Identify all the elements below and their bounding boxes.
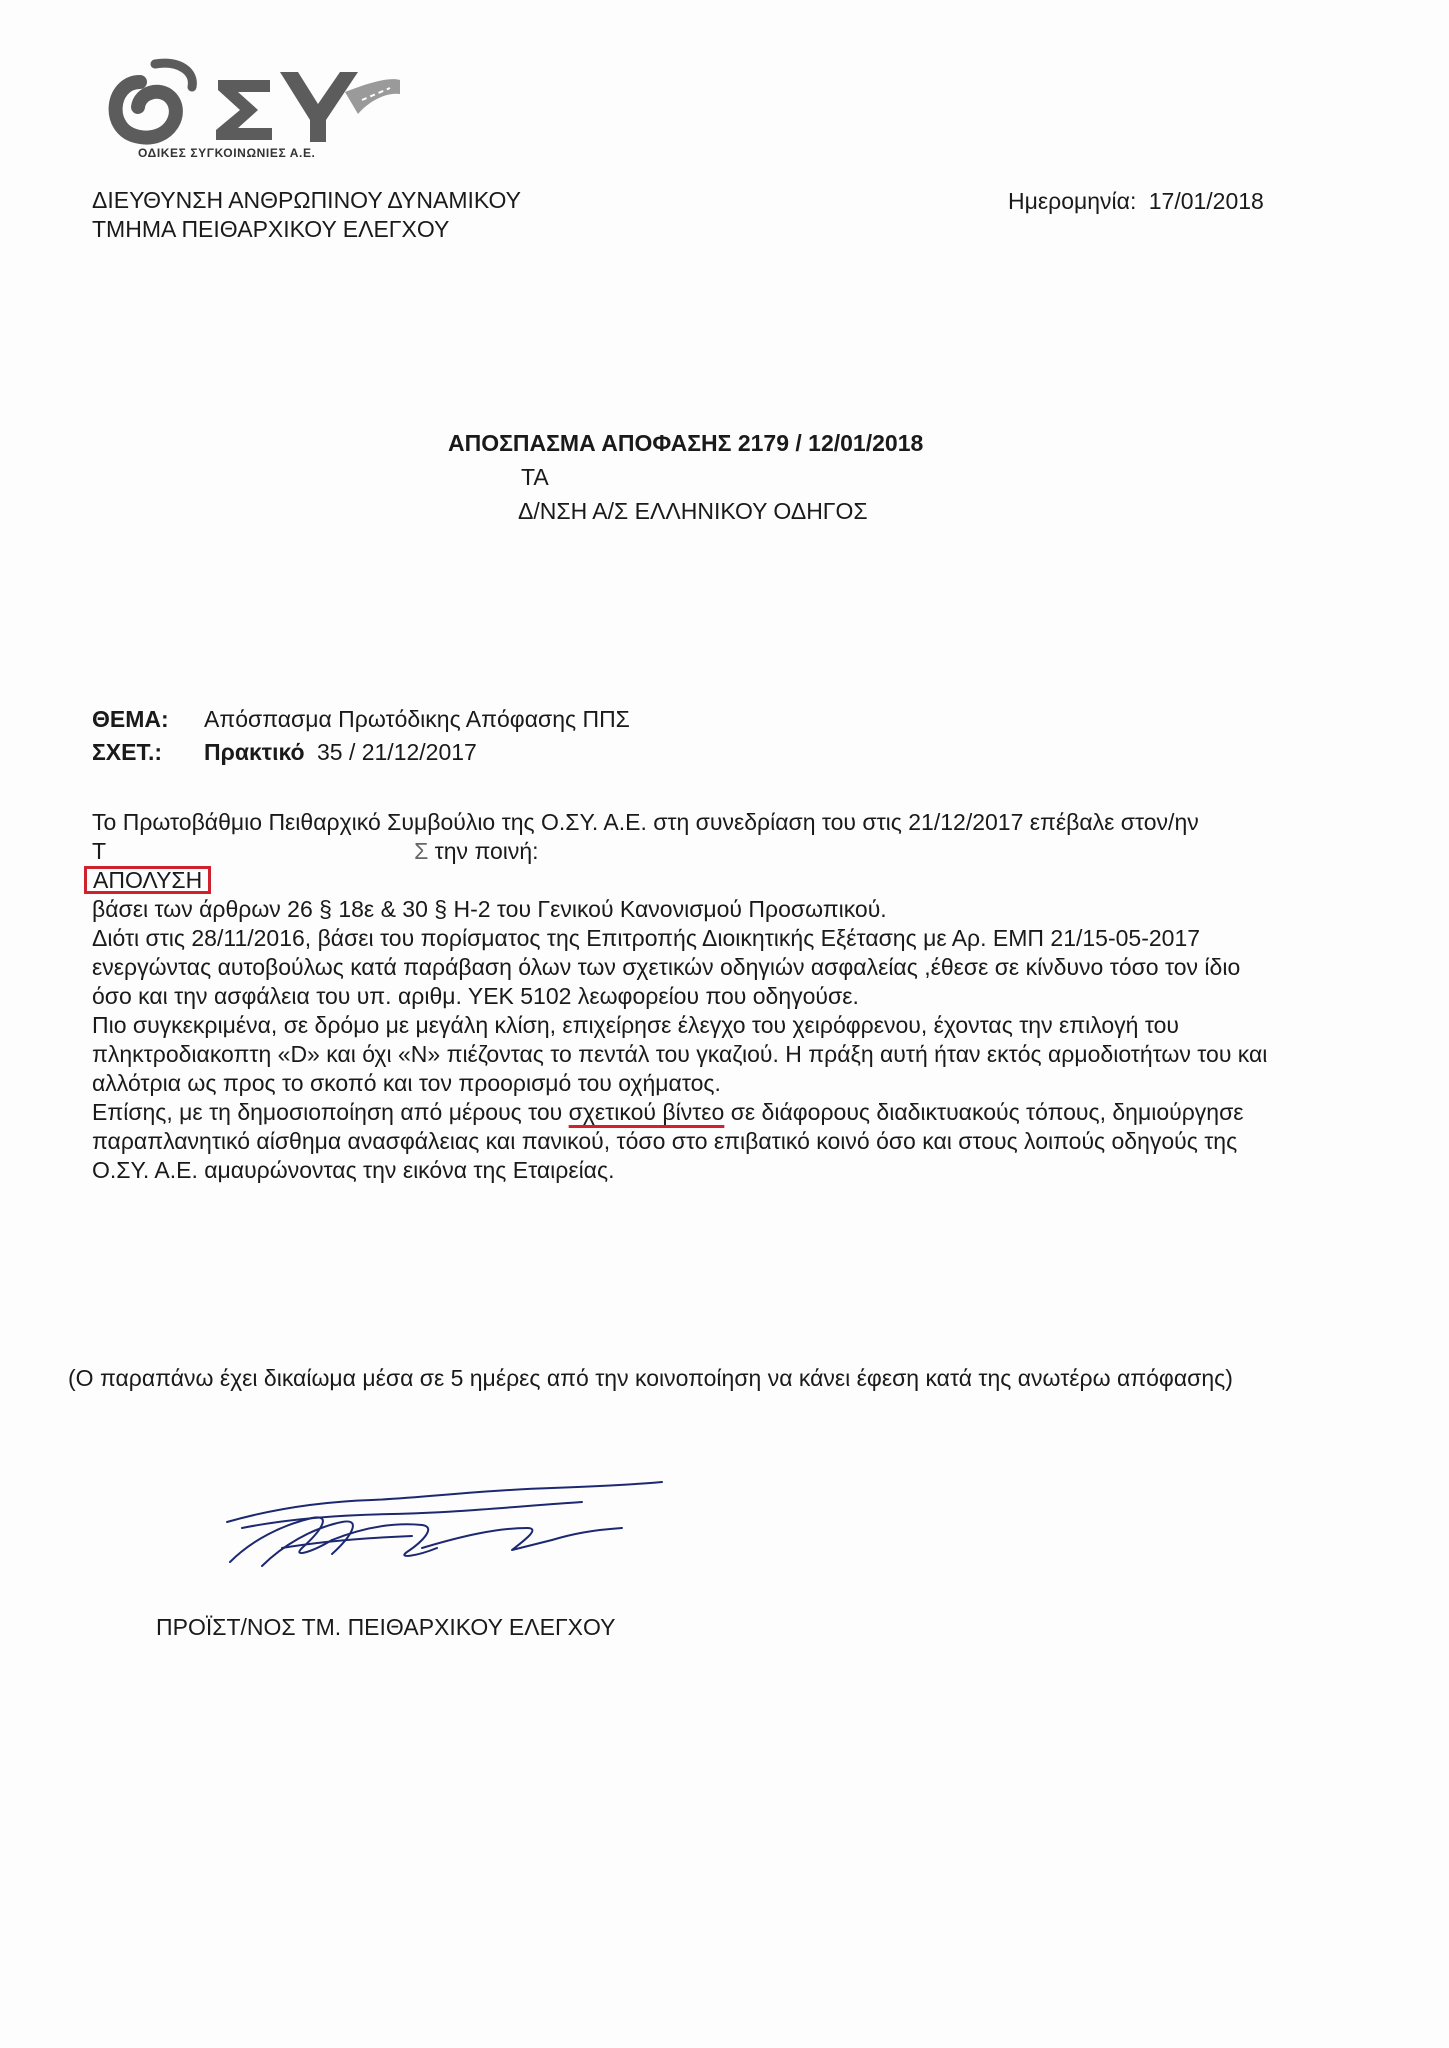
handwritten-signature: [222, 1470, 672, 1580]
osy-logo-graphic: [100, 42, 400, 162]
logo-subtitle: ΟΔΙΚΕΣ ΣΥΓΚΟΙΝΩΝΙΕΣ Α.Ε.: [138, 146, 316, 160]
redacted-name-end: Σ: [414, 838, 429, 864]
body-line-4: βάσει των άρθρων 26 § 18ε & 30 § Η-2 του Γενικού Κανονισμού Προσωπικού.: [92, 896, 887, 922]
reference-row: [92, 738, 477, 767]
penalty-intro: την ποινή:: [434, 838, 539, 864]
subject-value: Απόσπασμα Πρωτόδικης Απόφασης ΠΠΣ: [204, 706, 630, 732]
department-line-2: ΤΜΗΜΑ ΠΕΙΘΑΡΧΙΚΟΥ ΕΛΕΓΧΟΥ: [92, 216, 450, 242]
subject-row: [92, 705, 630, 734]
penalty-highlight: ΑΠΟΛΥΣΗ: [84, 866, 211, 894]
body-line-11-before: Επίσης, με τη δημοσιοποίηση από μέρους του: [92, 1099, 563, 1125]
body-line-6: ενεργώντας αυτοβούλως κατά παράβαση όλων των σχετικών οδηγιών ασφαλείας ,έθεσε σε κίνδυνο τόσο τον ίδιο: [92, 954, 1241, 980]
body-line-7: όσο και την ασφάλεια του υπ. αριθμ. ΥΕΚ 5102 λεωφορείου που οδηγούσε.: [92, 983, 859, 1009]
body-line-9: πληκτροδιακοπτη «D» και όχι «Ν» πιέζοντας το πεντάλ του γκαζιού. Η πράξη αυτή ήταν εκτός αρμοδιοτήτων του και: [92, 1041, 1268, 1067]
body-line-10: αλλότρια ως προς το σκοπό και τον προορισμό του οχήματος.: [92, 1070, 721, 1096]
body-line-11: [92, 1098, 1267, 1127]
decision-title: ΑΠΟΣΠΑΣΜΑ ΑΠΟΦΑΣΗΣ 2179 / 12/01/2018: [448, 430, 924, 456]
date-value: 17/01/2018: [1148, 188, 1264, 214]
body-line-2: [92, 837, 1267, 866]
reference-label: ΣΧΕΤ.:: [92, 739, 163, 765]
recipient: Δ/ΝΣΗ Α/Σ ΕΛΛΗΝΙΚΟΥ ΟΔΗΓΟΣ: [518, 498, 868, 524]
video-underline-highlight: σχετικού βίντεο: [568, 1099, 725, 1125]
body-line-1: Το Πρωτοβάθμιο Πειθαρχικό Συμβούλιο της Ο.ΣΥ. Α.Ε. στη συνεδρίαση του στις 21/12/2017 επέβαλε στον/ην: [92, 809, 1199, 835]
company-logo: [100, 42, 400, 162]
appeal-note: (Ο παραπάνω έχει δικαίωμα μέσα σε 5 ημέρες από την κοινοποίηση να κάνει έφεση κατά της ανωτέρω απόφασης): [68, 1365, 1233, 1391]
date-block: [1008, 187, 1264, 216]
body-line-13: Ο.ΣΥ. Α.Ε. αμαυρώνοντας την εικόνα της Εταιρείας.: [92, 1157, 615, 1183]
body-line-11-after: σε διάφορους διαδικτυακούς τόπους, δημιούργησε: [730, 1099, 1244, 1125]
signatory-title: ΠΡΟΪΣΤ/ΝΟΣ ΤΜ. ΠΕΙΘΑΡΧΙΚΟΥ ΕΛΕΓΧΟΥ: [156, 1614, 616, 1640]
department-line-1: ΔΙΕΥΘΥΝΣΗ ΑΝΘΡΩΠΙΝΟΥ ΔΥΝΑΜΙΚΟΥ: [92, 187, 521, 213]
subject-label: ΘΕΜΑ:: [92, 706, 169, 732]
to-label: ΤΑ: [521, 464, 549, 490]
redacted-name-start: Τ: [92, 838, 107, 864]
department-block: [92, 186, 521, 244]
decision-body: [92, 808, 1267, 1185]
body-line-12: παραπλανητικό αίσθημα ανασφάλειας και πανικού, τόσο στο επιβατικό κοινό όσο και στους λοιπούς οδηγούς της: [92, 1128, 1238, 1154]
reference-word: Πρακτικό: [204, 739, 305, 765]
body-line-3: [92, 866, 1267, 895]
body-line-8: Πιο συγκεκριμένα, σε δρόμο με μεγάλη κλίση, επιχείρησε έλεγχο του χειρόφρενου, έχοντας την επιλογή του: [92, 1012, 1179, 1038]
reference-value: 35 / 21/12/2017: [316, 739, 477, 765]
body-line-5: Διότι στις 28/11/2016, βάσει του πορίσματος της Επιτροπής Διοικητικής Εξέτασης με Αρ. ΕΜΠ 21/15-05-2017: [92, 925, 1201, 951]
date-label: Ημερομηνία:: [1008, 188, 1137, 214]
signature-graphic: [222, 1470, 672, 1580]
